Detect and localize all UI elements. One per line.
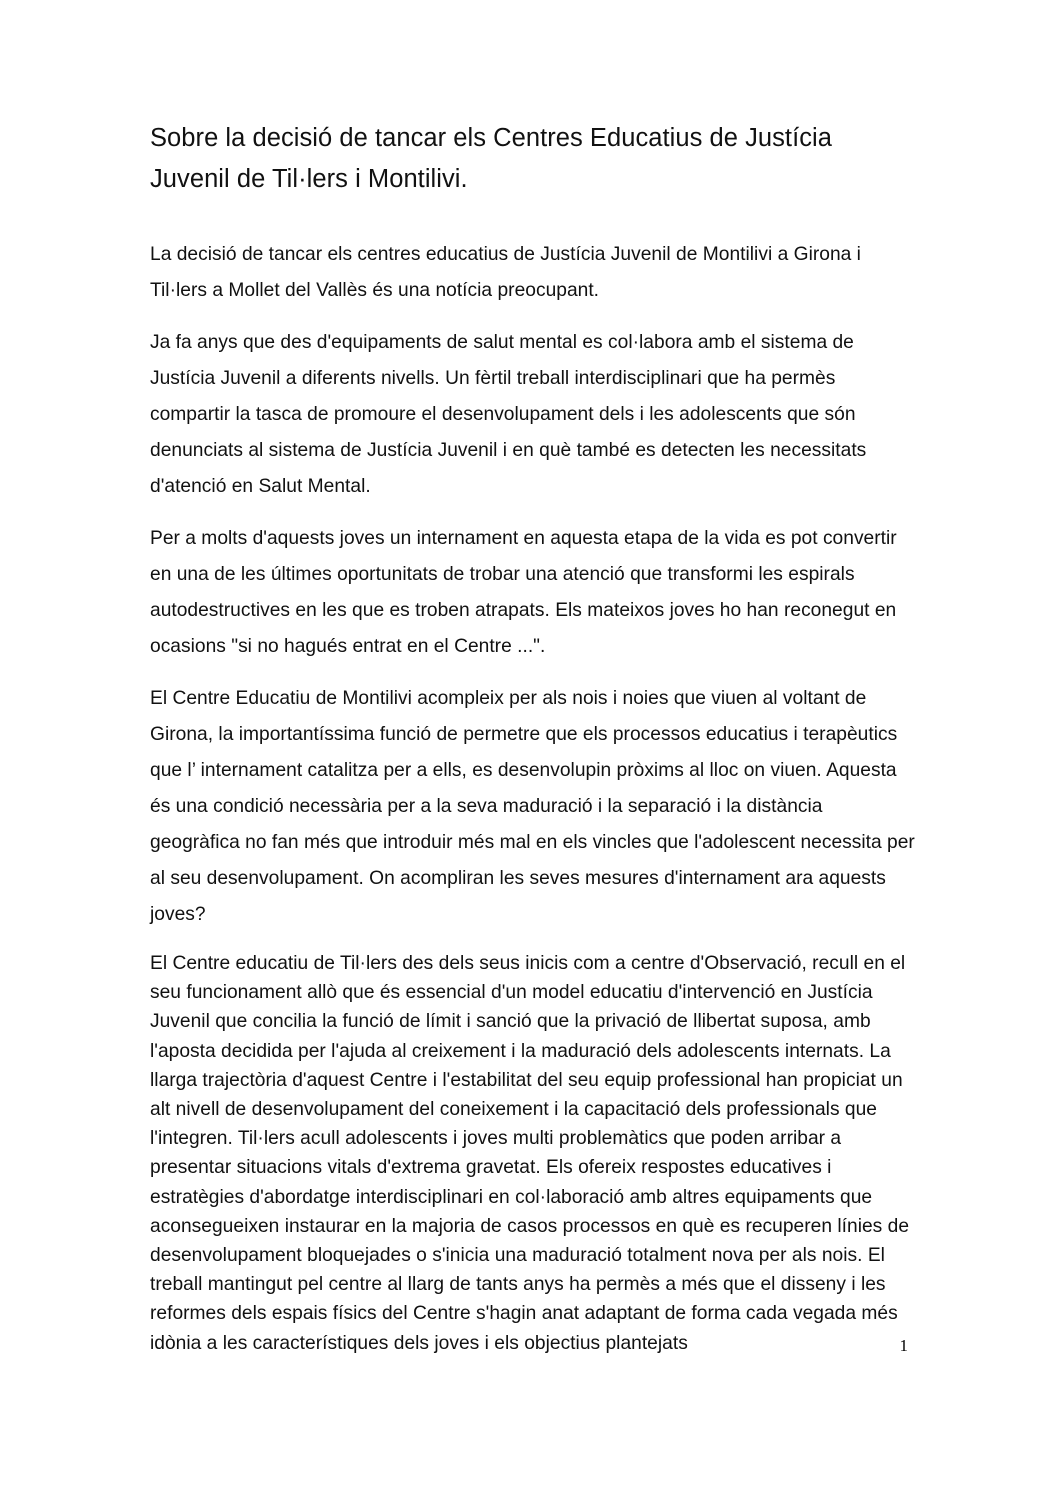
page-number: 1 bbox=[899, 1336, 908, 1355]
paragraph-5: El Centre educatiu de Til·lers des dels seus inicis com a centre d'Observació, recull en el seu funcionament allò que és essencial d'un model educatiu d'intervenció en Justícia Juvenil que concilia la funció de límit i sanció que la privació de llibertat suposa, amb l'aposta decidida per l'ajuda al creixement i la maduració dels adolescents internats. La llarga trajectòria d'aquest Centre i l'estabilitat del seu equip professional han propiciat un alt nivell de desenvolupament del coneixement i la capacitació dels professionals que l'integren. Til·lers acull adolescents i joves multi problemàtics que poden arribar a presentar situacions vitals d'extrema gravetat. Els ofereix respostes educatives i estratègies d'abordatge interdisciplinari en col·laboració amb altres equipaments que aconsegueixen instaurar en la majoria de casos processos en què es recuperen línies de desenvolupament bloquejades o s'inicia una maduració totalment nova per als nois. El treball mantingut pel centre al llarg de tants anys ha permès a més que el disseny i les reformes dels espais físics del Centre s'hagin anat adaptant de forma cada vegada més idònia a les característiques dels joves i els objectius plantejats bbox=[150, 953, 910, 1354]
page-title: Sobre la decisió de tancar els Centres Educatius de Justícia Juvenil de Til·lers i Montilivi. bbox=[150, 124, 832, 193]
paragraph-2: Ja fa anys que des d'equipaments de salut mental es col·labora amb el sistema de Justícia Juvenil a diferents nivells. Un fèrtil treball interdisciplinari que ha permès compartir la tasca de promoure el desenvolupament dels i les adolescents que són denunciats al sistema de Justícia Juvenil i en què també es detecten les necessitats d'atenció en Salut Mental. bbox=[150, 332, 867, 497]
document-body bbox=[150, 118, 915, 1358]
paragraph-4: El Centre Educatiu de Montilivi acompleix per als nois i noies que viuen al voltant de Girona, la importantíssima funció de permetre que els processos educatius i terapèutics que l’ internament catalitza per a ells, es desenvolupin pròxims al lloc on viuen. Aquesta és una condició necessària per a la seva maduració i la separació i la distància geogràfica no fan més que introduir més mal en els vincles que l'adolescent necessita per al seu desenvolupament. On acompliran les seves mesures d'internament ara aquests joves? bbox=[150, 688, 915, 925]
paragraph-3: Per a molts d'aquests joves un internament en aquesta etapa de la vida es pot convertir en una de les últimes oportunitats de trobar una atenció que transformi les espirals autodestructives en les que es troben atrapats. Els mateixos joves ho han reconegut en ocasions "si no hagués entrat en el Centre ...". bbox=[150, 528, 897, 657]
paragraph-1: La decisió de tancar els centres educatius de Justícia Juvenil de Montilivi a Girona i Til·lers a Mollet del Vallès és una notícia preocupant. bbox=[150, 244, 861, 301]
